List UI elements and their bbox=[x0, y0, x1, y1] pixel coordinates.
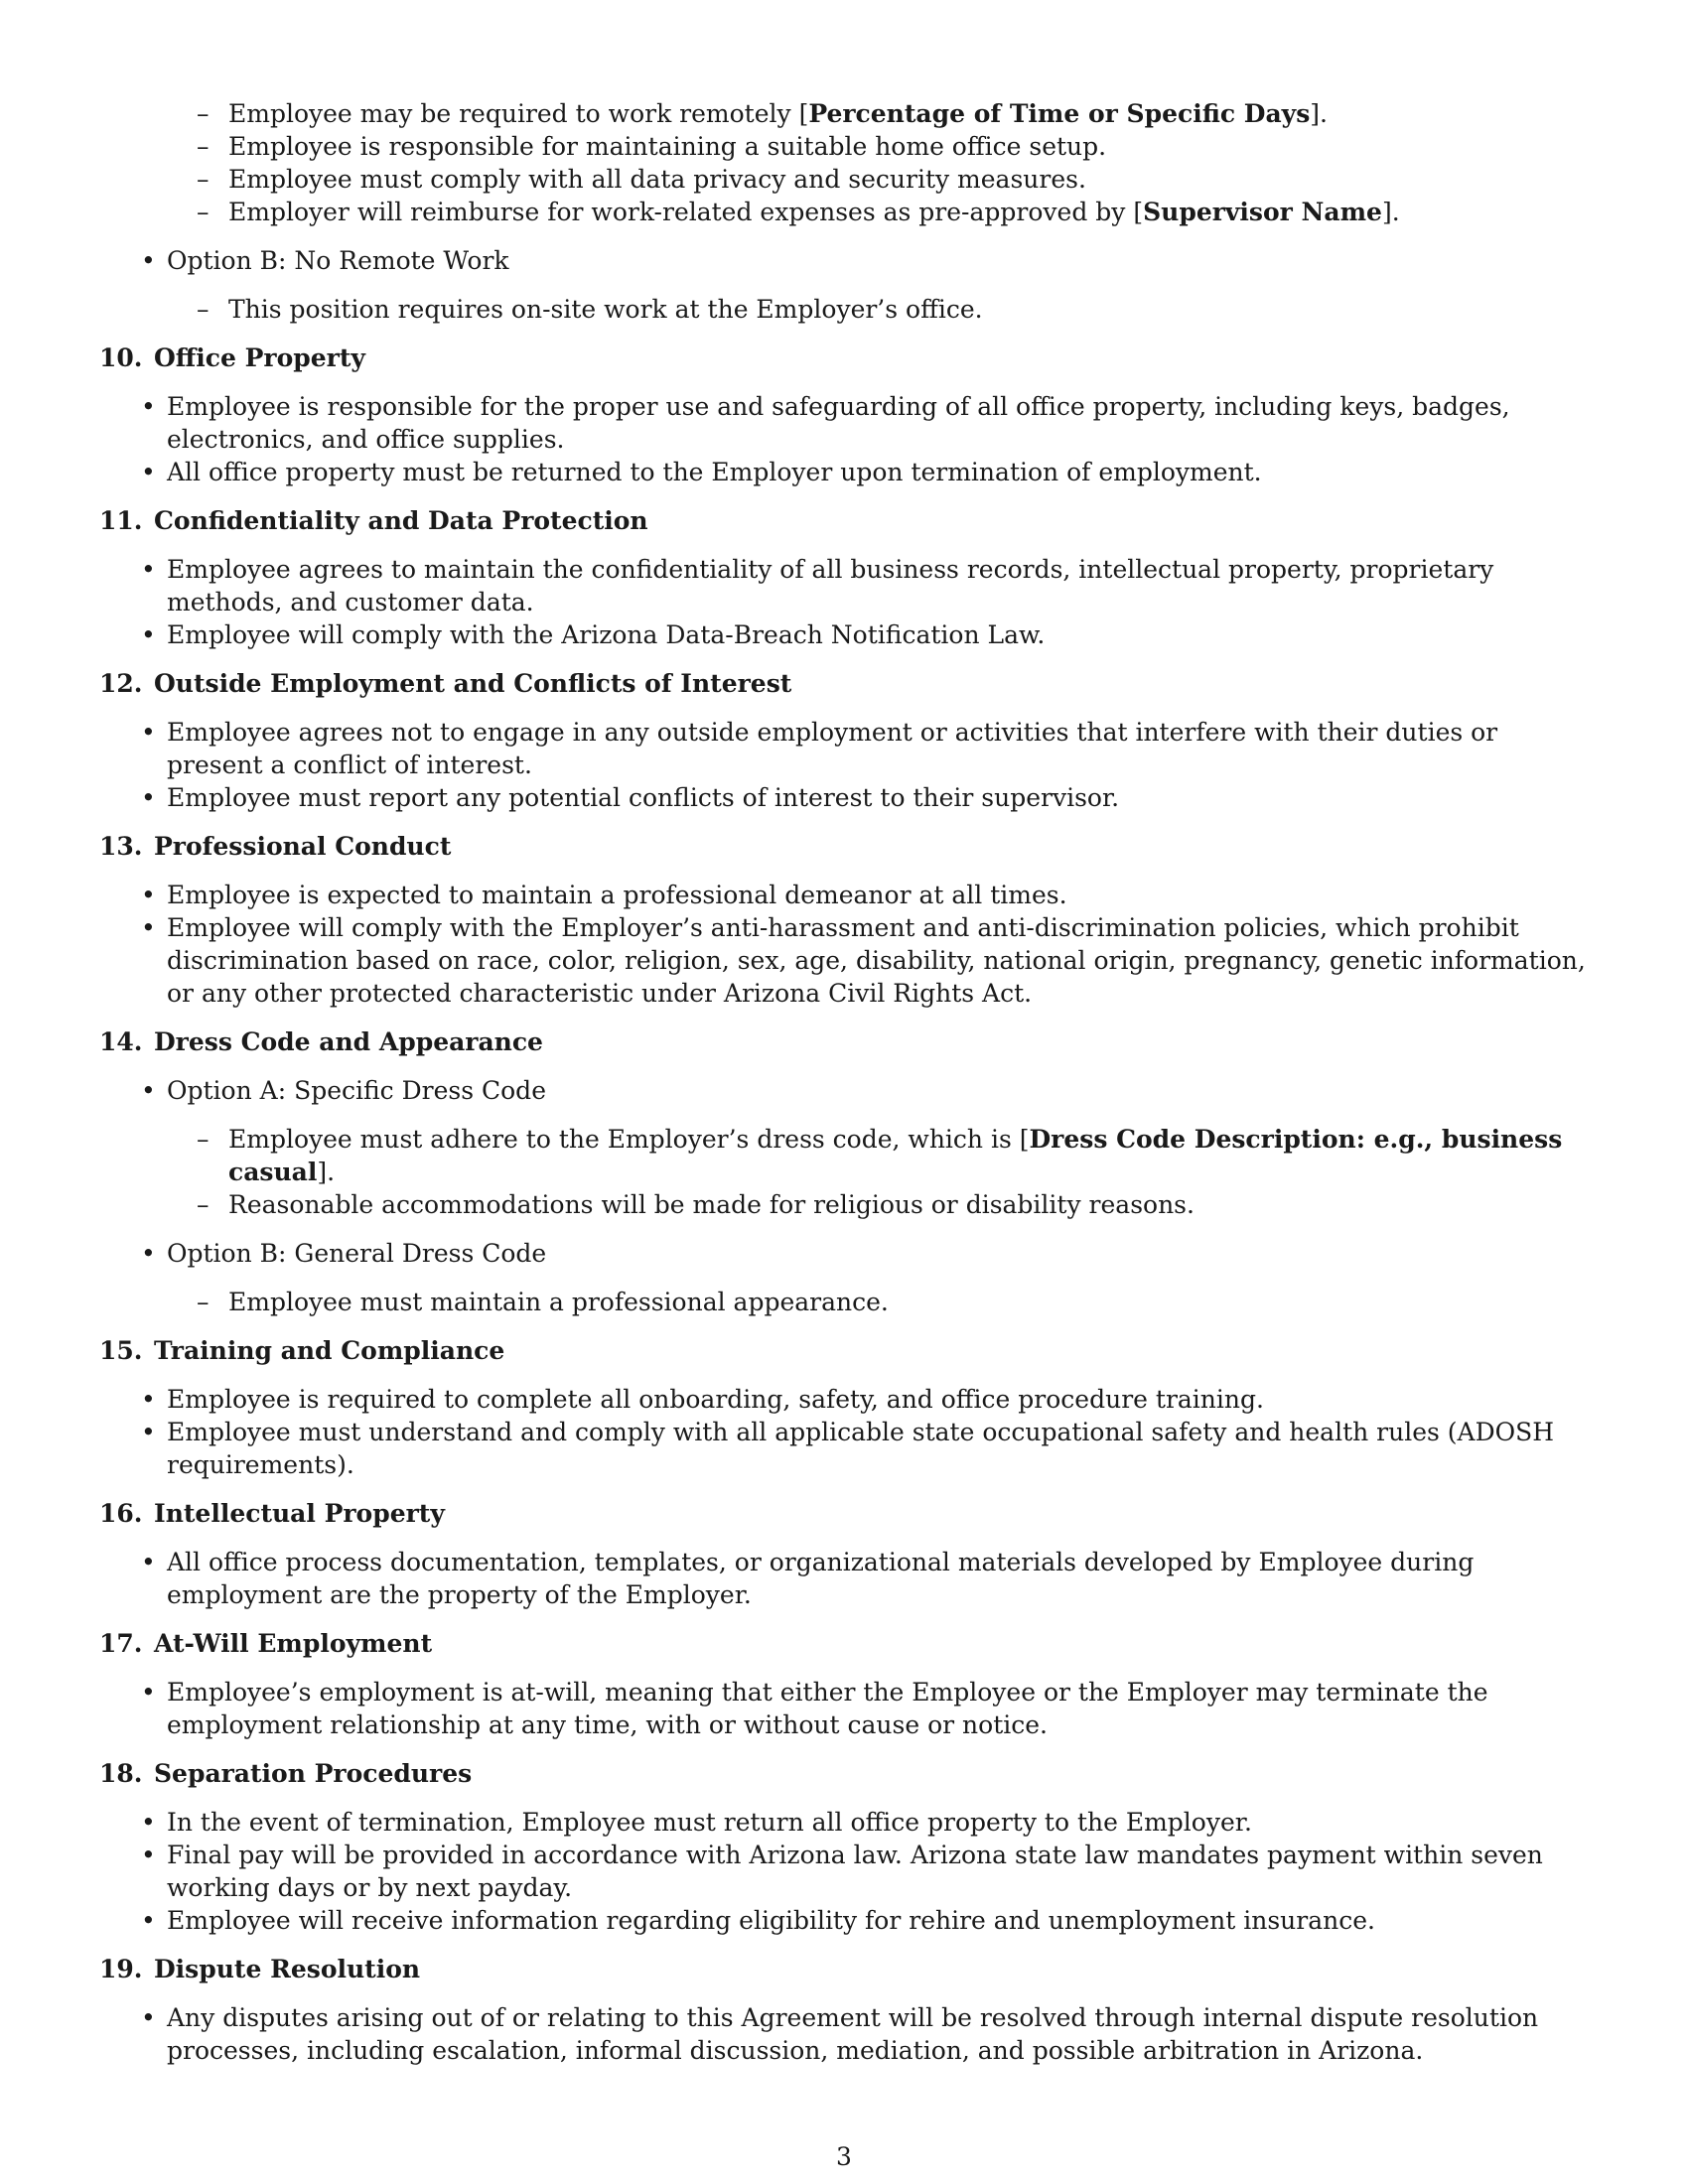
list-item: • Employee will comply with the Arizona Data-Breach Notification Law. bbox=[141, 620, 1046, 649]
section-list bbox=[99, 553, 1589, 651]
page-number: 3 bbox=[836, 2142, 852, 2171]
section-heading: 12. Outside Employment and Conflicts of Interest bbox=[99, 669, 792, 698]
list-item: • All office property must be returned to the Employer upon termination of employment. bbox=[141, 458, 1262, 486]
section-list bbox=[99, 1546, 1589, 1611]
list-item: • Employee must report any potential conflicts of interest to their supervisor. bbox=[141, 783, 1120, 812]
list-item: – Reasonable accommodations will be made for religious or disability reasons. bbox=[197, 1190, 1195, 1219]
remote-option-b-list bbox=[99, 293, 1589, 326]
list-item: • Employee agrees to maintain the confidentiality of all business records, intellectual property, proprietary methods, and customer data. bbox=[141, 555, 1494, 616]
section-list bbox=[99, 1676, 1589, 1741]
remote-option-a-list bbox=[99, 97, 1589, 228]
section-heading: 11. Confidentiality and Data Protection bbox=[99, 506, 648, 535]
list-item: – Employee must maintain a professional appearance. bbox=[197, 1288, 889, 1316]
section-heading: 10. Office Property bbox=[99, 343, 365, 372]
list-item: • Employee must understand and comply with all applicable state occupational safety and health rules (ADOSH requirements). bbox=[141, 1418, 1555, 1479]
list-item: • Employee will receive information regarding eligibility for rehire and unemployment insurance. bbox=[141, 1906, 1375, 1935]
list-item: • Final pay will be provided in accordance with Arizona law. Arizona state law mandates payment within seven working days or by next payday. bbox=[141, 1841, 1543, 1902]
list-item: – Employee is responsible for maintaining a suitable home office setup. bbox=[197, 132, 1107, 161]
section-heading: 19. Dispute Resolution bbox=[99, 1955, 421, 1983]
remote-option-b bbox=[99, 244, 1589, 277]
section-heading: 13. Professional Conduct bbox=[99, 832, 452, 861]
dress-option-a-list bbox=[99, 1123, 1589, 1221]
list-item: – Employee must adhere to the Employer’s dress code, which is [Dress Code Description: e.g., business casual]. bbox=[197, 1125, 1563, 1186]
list-item: • Employee is responsible for the proper use and safeguarding of all office property, including keys, badges, electronics, and office supplies. bbox=[141, 392, 1510, 454]
document-page bbox=[99, 97, 1589, 2067]
list-item: • All office process documentation, templates, or organizational materials developed by Employee during employment are the property of the Employer. bbox=[141, 1548, 1475, 1609]
section-list bbox=[99, 2001, 1589, 2067]
dress-option-a bbox=[99, 1074, 1589, 1107]
list-item: • Employee agrees not to engage in any outside employment or activities that interfere with their duties or present a conflict of interest. bbox=[141, 718, 1498, 779]
list-item: • Any disputes arising out of or relating to this Agreement will be resolved through internal dispute resolution processes, including escalation, informal discussion, mediation, and possible arbitration in Arizona. bbox=[141, 2003, 1539, 2065]
list-item: • Employee is required to complete all onboarding, safety, and office procedure training. bbox=[141, 1385, 1264, 1414]
dress-option-b-list bbox=[99, 1286, 1589, 1318]
section-heading: 16. Intellectual Property bbox=[99, 1499, 445, 1528]
section-heading: 17. At-Will Employment bbox=[99, 1629, 433, 1658]
list-item: • Option B: General Dress Code bbox=[141, 1239, 547, 1268]
section-heading: 15. Training and Compliance bbox=[99, 1336, 505, 1365]
list-item: • Employee’s employment is at-will, meaning that either the Employee or the Employer may terminate the employment relationship at any time, with or without cause or notice. bbox=[141, 1678, 1488, 1739]
section-list bbox=[99, 879, 1589, 1010]
list-item: • Employee is expected to maintain a professional demeanor at all times. bbox=[141, 881, 1067, 909]
list-item: – Employee must comply with all data privacy and security measures. bbox=[197, 165, 1086, 194]
list-item: • Option B: No Remote Work bbox=[141, 246, 509, 275]
list-item: – Employer will reimburse for work-related expenses as pre-approved by [Supervisor Name]. bbox=[197, 198, 1400, 226]
section-list bbox=[99, 1806, 1589, 1937]
list-item: • Option A: Specific Dress Code bbox=[141, 1076, 546, 1105]
section-heading: 18. Separation Procedures bbox=[99, 1759, 473, 1788]
list-item: – Employee may be required to work remotely [Percentage of Time or Specific Days]. bbox=[197, 99, 1328, 128]
list-item: • Employee will comply with the Employer’s anti-harassment and anti-discrimination policies, which prohibit discrimination based on race, color, religion, sex, age, disability, national origin, pregnancy, genetic information, or any other protected characteristic under Arizona Civil Rights Act. bbox=[141, 913, 1586, 1008]
section-list bbox=[99, 390, 1589, 488]
list-item: – This position requires on-site work at the Employer’s office. bbox=[197, 295, 983, 324]
dress-option-b bbox=[99, 1237, 1589, 1270]
section-list bbox=[99, 1383, 1589, 1481]
section-heading: 14. Dress Code and Appearance bbox=[99, 1027, 543, 1056]
list-item: • In the event of termination, Employee must return all office property to the Employer. bbox=[141, 1808, 1252, 1837]
section-list bbox=[99, 716, 1589, 814]
